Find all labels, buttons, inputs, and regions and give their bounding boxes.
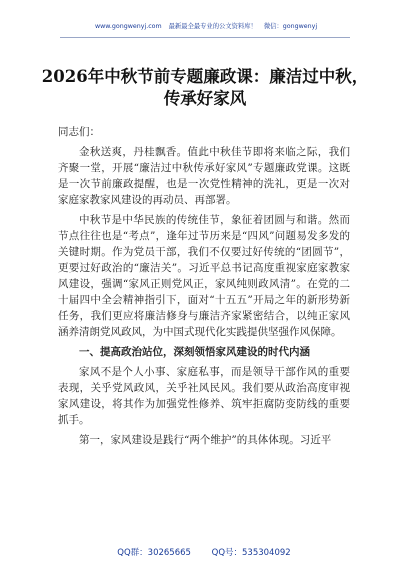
- header-divider: [60, 37, 350, 38]
- salutation: 同志们：: [58, 126, 100, 138]
- wechat-contact: 微信：gongwenyj: [263, 23, 318, 30]
- document-title: 2026年中秋节前专题廉政课：廉洁过中秋，传承好家风: [41, 67, 369, 108]
- site-url-link[interactable]: www.gongwenyj.com: [95, 23, 162, 30]
- document-body: [58, 124, 350, 452]
- body-paragraph-3: 家风不是个人小事、家庭私事，而是领导干部作风的重要表现，关乎党风政风，关乎社风民风。我们要从政治高度审视家风建设，将其作为加强党性修养、筑牢拒腐防变防线的重要抓手。: [58, 366, 350, 426]
- page-footer: [0, 547, 408, 559]
- qq-contact: QQ号：535304092: [211, 548, 291, 558]
- body-paragraph-1: 金秋送爽，丹桂飘香。值此中秋佳节即将来临之际，我们齐聚一堂，开展“廉洁过中秋传承好家风”专题廉政党课。这既是一次节前廉政提醒，也是一次党性精神的洗礼，更是一次对家庭家教家风建设的再动员、再部署。: [58, 146, 350, 206]
- qq-group-contact: QQ群：30265665: [117, 548, 191, 558]
- site-slogan: 最新最全最专业的公文资料库！: [168, 23, 257, 30]
- body-paragraph-2: 中秋节是中华民族的传统佳节，象征着团圆与和谐。然而节点往往也是“考点”，逢年过节历来是“四风”问题易发多发的关键时期。作为党员干部，我们不仅要过好传统的“团圆节”，更要过好政治的“廉洁关”。习近平总书记高度重视家庭家教家风建设，强调“家风正则党风正，家风纯则政风清”。在党的二十届四中全会精神指引下，面对“十五五”开局之年的新形势新任务，我们更应将廉洁修身与廉洁齐家紧密结合，以纯正家风涵养清朗党风政风，为中国式现代化实践提供坚强作风保障。: [58, 214, 350, 338]
- site-header: [95, 22, 321, 32]
- section-heading-1: 一、提高政治站位，深刻领悟家风建设的时代内涵: [79, 346, 310, 358]
- body-paragraph-4: 第一，家风建设是践行“两个维护”的具体体现。习近平: [79, 434, 332, 446]
